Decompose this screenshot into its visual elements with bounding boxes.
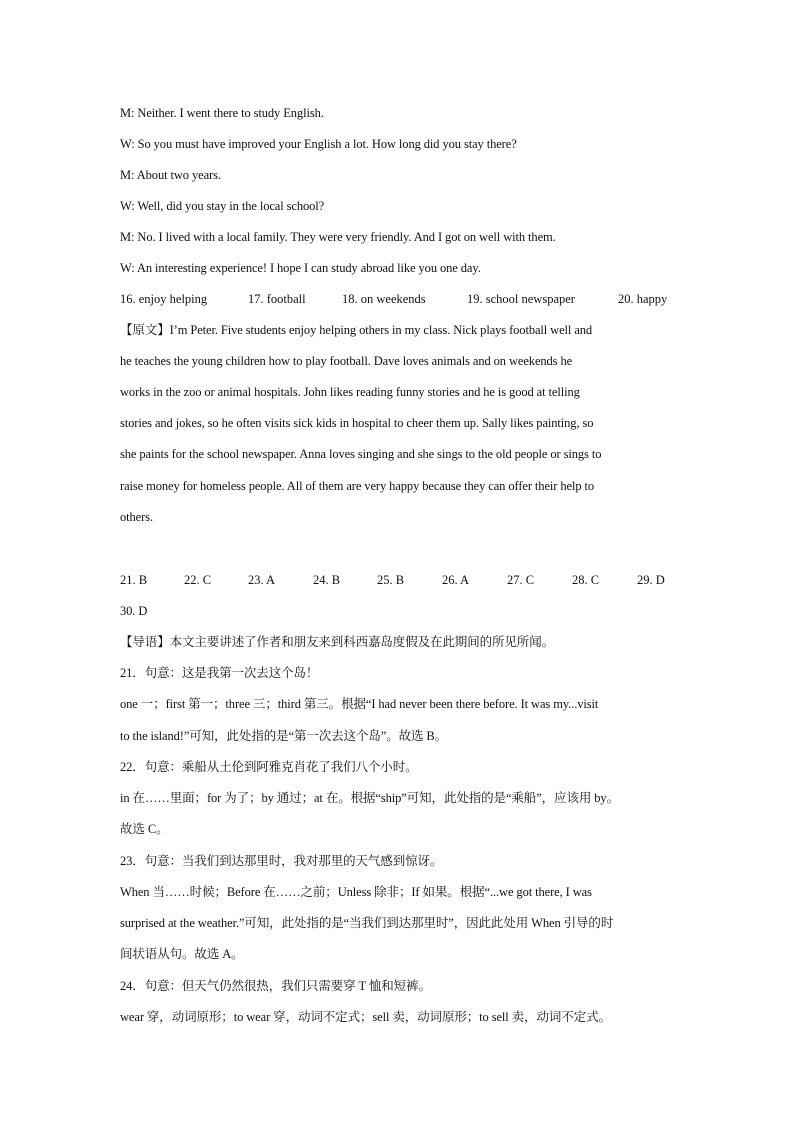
answer-item: 27. C (507, 573, 535, 587)
explanation-line: 【导语】本文主要讲述了作者和朋友来到科西嘉岛度假及在此期间的所见所闻。 (120, 635, 555, 649)
explanation-line: 21．句意：这是我第一次去这个岛！ (120, 666, 319, 680)
passage-line: raise money for homeless people. All of them are very happy because they can offer their help to (120, 479, 595, 493)
passage-line: others. (120, 510, 153, 524)
answer-item: 23. A (248, 573, 276, 587)
passage-line: she paints for the school newspaper. Anna loves singing and she sings to the old people or sings to (120, 447, 602, 461)
dialogue-line: W: An interesting experience! I hope I can study abroad like you one day. (120, 261, 481, 275)
passage-line: he teaches the young children how to play football. Dave loves animals and on weekends he (120, 354, 573, 368)
dialogue-line: M: Neither. I went there to study English. (120, 106, 324, 120)
explanation-line: to the island!”可知，此处指的是“第一次去这个岛”。故选 B。 (120, 729, 448, 743)
answer-item: 22. C (184, 573, 212, 587)
dialogue-line: W: Well, did you stay in the local school? (120, 199, 325, 213)
answer-item: 26. A (442, 573, 470, 587)
passage-line: works in the zoo or animal hospitals. John likes reading funny stories and he is good at telling (120, 385, 580, 399)
answer-item: 28. C (572, 573, 600, 587)
answer-item: 24. B (313, 573, 341, 587)
dialogue-line: M: About two years. (120, 168, 221, 182)
answer-item: 25. B (377, 573, 405, 587)
answer-item: 29. D (637, 573, 665, 587)
answer-item: 19. school newspaper (467, 292, 575, 306)
answer-item: 17. football (248, 292, 306, 306)
explanation-line: When 当……时候；Before 在……之前；Unless 除非；If 如果。根据“...we got there, I was (120, 885, 592, 899)
answer-item: 21. B (120, 573, 148, 587)
explanation-line: 23．句意：当我们到达那里时，我对那里的天气感到惊讶。 (120, 854, 443, 868)
explanation-line: one 一；first 第一；three 三；third 第三。根据“I had never been there before. It was my...visit (120, 697, 599, 711)
explanation-line: wear 穿，动词原形；to wear 穿，动词不定式；sell 卖，动词原形；to sell 卖，动词不定式。 (120, 1010, 611, 1024)
explanation-line: 间状语从句。故选 A。 (120, 947, 244, 961)
dialogue-line: M: No. I lived with a local family. They were very friendly. And I got on well with them. (120, 230, 556, 244)
explanation-line: 故选 C。 (120, 822, 169, 836)
explanation-line: 24．句意：但天气仍然很热，我们只需要穿 T 恤和短裤。 (120, 979, 431, 993)
explanation-line: surprised at the weather.”可知，此处指的是“当我们到达那里时”，因此此处用 When 引导的时 (120, 916, 614, 930)
passage-line: 【原文】I’m Peter. Five students enjoy helping others in my class. Nick plays football well and (120, 323, 593, 337)
answer-item: 30. D (120, 604, 148, 618)
explanation-line: in 在……里面；for 为了；by 通过；at 在。根据“ship”可知，此处指的是“乘船”，应该用 by。 (120, 791, 619, 805)
answer-item: 20. happy (618, 292, 668, 306)
answer-item: 18. on weekends (342, 292, 426, 306)
dialogue-line: W: So you must have improved your English a lot. How long did you stay there? (120, 137, 517, 151)
passage-line: stories and jokes, so he often visits sick kids in hospital to cheer them up. Sally likes painting, so (120, 416, 594, 430)
explanation-line: 22．句意：乘船从土伦到阿雅克肖花了我们八个小时。 (120, 760, 418, 774)
answer-item: 16. enjoy helping (120, 292, 208, 306)
